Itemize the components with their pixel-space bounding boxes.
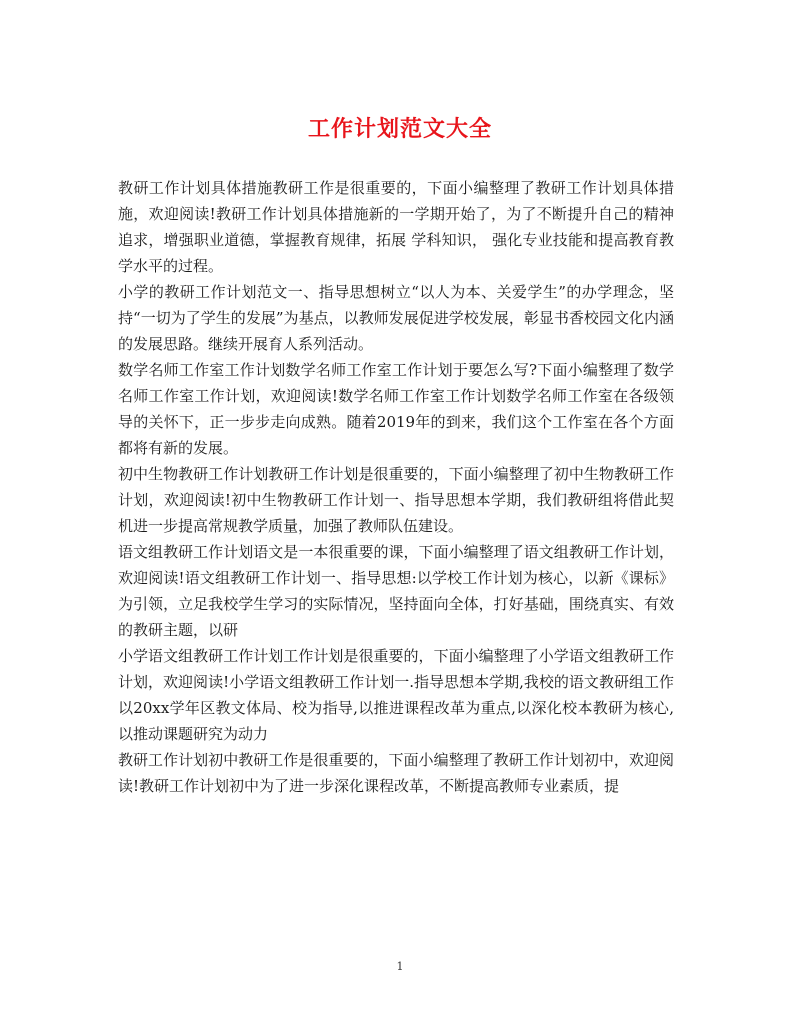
- document-body: [118, 175, 674, 799]
- paragraph-teaching-research-measures: 教研工作计划具体措施教研工作是很重要的，下面小编整理了教研工作计划具体措施，欢迎阅读!教研工作计划具体措施新的一学期开始了，为了不断提升自己的精神追求，增强职业道德，掌握教育规律，拓展 学科知识， 强化专业技能和提高教育教学水平的过程。: [118, 179, 674, 275]
- paragraph-math-studio-plan: 数学名师工作室工作计划数学名师工作室工作计划于要怎么写?下面小编整理了数学名师工作室工作计划，欢迎阅读!数学名师工作室工作计划数学名师工作室在各级领导的关怀下，正一步步走向成熟。随着2019年的到来，我们这个工作室在各个方面都将有新的发展。: [118, 361, 674, 457]
- paragraph-chinese-group-plan: 语文组教研工作计划语文是一本很重要的课，下面小编整理了语文组教研工作计划，欢迎阅读!语文组教研工作计划一、指导思想:以学校工作计划为核心，以新《课标》为引领，立足我校学生学习的实际情况，坚持面向全体，打好基础，围绕真实、有效的教研主题，以研: [118, 543, 674, 639]
- paragraph-middle-school-plan: 教研工作计划初中教研工作是很重要的，下面小编整理了教研工作计划初中，欢迎阅读!教研工作计划初中为了进一步深化课程改革，不断提高教师专业素质，提: [118, 751, 674, 795]
- document-title: 工作计划范文大全: [307, 116, 492, 142]
- paragraph-biology-plan: 初中生物教研工作计划教研工作计划是很重要的，下面小编整理了初中生物教研工作计划，欢迎阅读!初中生物教研工作计划一、指导思想本学期，我们教研组将借此契机进一步提高常规教学质量，加强了教师队伍建设。: [118, 465, 674, 535]
- paragraph-primary-chinese-plan: 小学语文组教研工作计划工作计划是很重要的，下面小编整理了小学语文组教研工作计划，欢迎阅读!小学语文组教研工作计划一.指导思想本学期,我校的语文教研组工作以20xx学年区教文体局、校为指导,以推进课程改革为重点,以深化校本教研为核心,以推动课题研究为动力: [118, 647, 674, 743]
- page-number: 1: [396, 960, 404, 973]
- paragraph-primary-school-plan: 小学的教研工作计划范文一、指导思想树立“以人为本、关爱学生”的办学理念，坚持“一切为了学生的发展”为基点，以教师发展促进学校发展，彰显书香校园文化内涵的发展思路。继续开展育人系列活动。: [118, 283, 674, 353]
